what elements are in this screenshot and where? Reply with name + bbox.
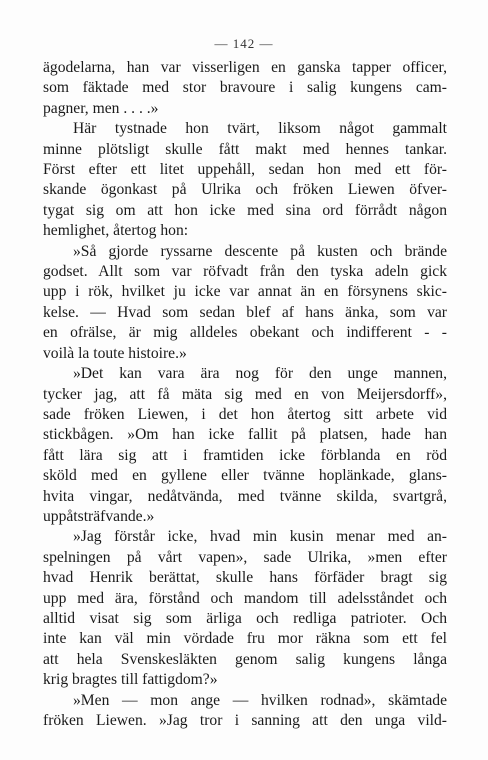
text-line: minne plötsligt skulle fått makt med hennes tankar. <box>43 140 447 158</box>
text-line: en ofrälse, är mig alldeles obekant och indifferent - - <box>43 324 447 342</box>
text-line: skande ögonkast på Ulrika och fröken Liewen öfver- <box>43 181 447 199</box>
text-line: »Men — mon ange — hvilken rodnad», skämtade <box>73 691 447 709</box>
text-line: »Jag förstår icke, hvad min kusin menar med an- <box>73 528 447 546</box>
text-line: Först efter ett litet uppehåll, sedan hon med ett för- <box>43 161 447 179</box>
text-line: upp med ära, förstånd och mandom till adelsståndet och <box>43 589 447 607</box>
text-line: uppåtsträfvande.» <box>43 507 155 525</box>
text-line: inte kan väl min vördade fru mor räkna som ett fel <box>43 630 447 648</box>
paragraph <box>43 119 447 241</box>
text-line: godset. Allt som var röfvadt från den tyska adeln gick <box>43 263 447 281</box>
text-line: voilà la toute histoire.» <box>43 344 187 362</box>
text-line: tygat sig om att hon icke med sina ord förrådt någon <box>43 201 447 219</box>
text-line: fått lära sig att i framtiden icke förblanda en röd <box>43 446 447 464</box>
page-number: — 142 — <box>214 36 274 51</box>
text-line: stickbågen. »Om han icke fallit på platsen, hade han <box>43 426 447 444</box>
text-line: »Det kan vara ära nog för den unge mannen, <box>73 365 447 383</box>
paragraph <box>43 527 447 690</box>
paragraph <box>43 691 447 732</box>
text-line: hemlighet, återtog hon: <box>43 222 189 240</box>
text-line: Här tystnade hon tvärt, liksom något gammalt <box>73 120 447 138</box>
text-line: alltid visat sig som ärliga och redliga patrioter. Och <box>43 609 447 627</box>
text-line: krig bragtes till fattigdom?» <box>43 671 218 689</box>
text-line: sköld med en gyllene eller tvänne hoplänkade, glans- <box>43 467 447 485</box>
text-line: upp i rök, hvilket ju icke var annat än en försynens skic- <box>43 283 447 301</box>
text-line: att hela Svenskesläkten genom salig kungens långa <box>43 650 447 668</box>
text-line: spelningen på vårt vapen», sade Ulrika, »men efter <box>43 548 447 566</box>
text-line: som fäktade med stor bravoure i salig kungens cam- <box>43 79 447 97</box>
paragraph <box>43 242 447 364</box>
paragraph <box>43 364 447 527</box>
text-line: kelse. — Hvad som sedan blef af hans änka, som var <box>43 303 447 321</box>
paragraph <box>43 58 447 119</box>
text-line: hvita vingar, nedåtvända, med tvänne skilda, svartgrå, <box>43 487 447 505</box>
text-line: »Så gjorde ryssarne descente på kusten och brände <box>73 242 447 260</box>
text-line: pagner, men . . . .» <box>43 99 159 117</box>
text-line: ägodelarna, han var visserligen en ganska tapper officer, <box>43 59 447 76</box>
body-text <box>43 58 447 731</box>
text-line: sade fröken Liewen, i det hon återtog sitt arbete vid <box>43 405 447 423</box>
text-line: tycker jag, att få mäta sig med en von Meijersdorff», <box>43 385 447 403</box>
text-line: fröken Liewen. »Jag tror i sanning att den unga vild- <box>43 712 447 729</box>
text-line: hvad Henrik berättat, skulle hans förfäder bragt sig <box>43 569 447 587</box>
